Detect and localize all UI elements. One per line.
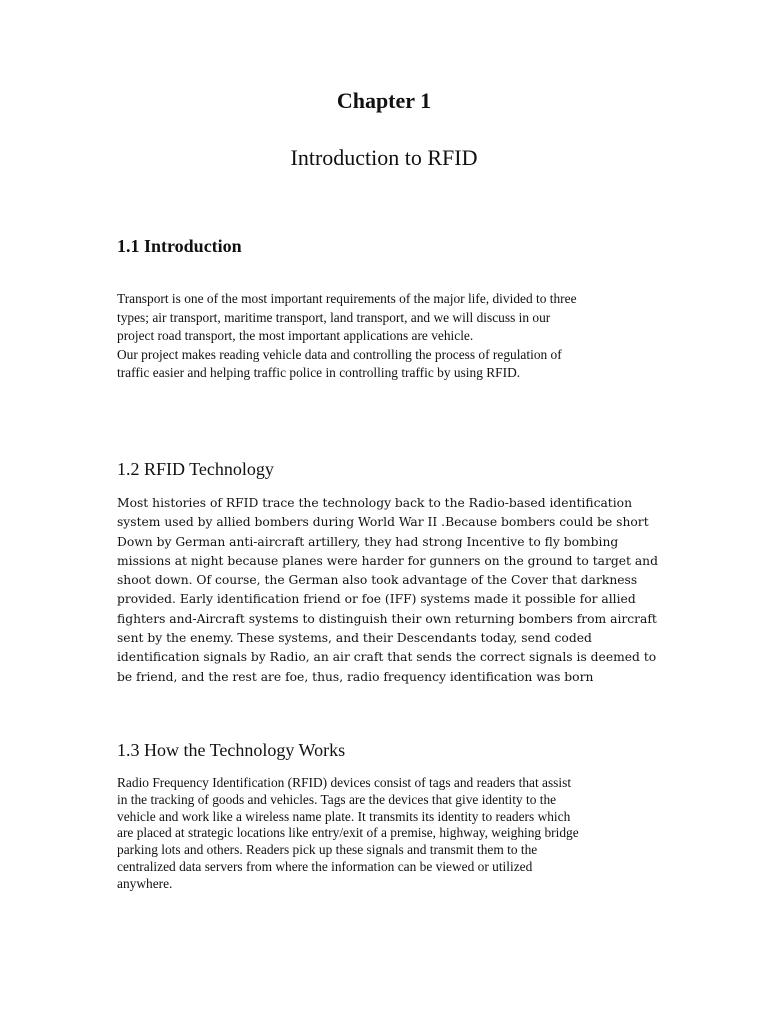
paragraph-line: missions at night because planes were harder for gunners on the ground to target and <box>117 553 658 568</box>
paragraph-line: Our project makes reading vehicle data and controlling the process of regulation of <box>117 346 562 362</box>
paragraph-line: system used by allied bombers during World War II .Because bombers could be short <box>117 515 649 530</box>
paragraph-rfid-technology <box>117 494 657 687</box>
paragraph-line: be friend, and the rest are foe, thus, radio frequency identification was born <box>117 669 594 684</box>
section-heading-how-technology-works: 1.3 How the Technology Works <box>117 740 346 760</box>
paragraph-line: project road transport, the most important applications are vehicle. <box>117 328 474 343</box>
paragraph-line: sent by the enemy. These systems, and their Descendants today, send coded <box>117 631 592 646</box>
paragraph-introduction <box>117 290 657 383</box>
paragraph-line: identification signals by Radio, an air craft that sends the correct signals is deemed to <box>117 650 657 665</box>
paragraph-line: in the tracking of goods and vehicles. Tags are the devices that give identity to the <box>117 791 557 807</box>
paragraph-line: shoot down. Of course, the German also took advantage of the Cover that darkness <box>117 573 638 588</box>
paragraph-line: Down by German anti-aircraft artillery, they had strong Incentive to fly bombing <box>117 534 619 549</box>
paragraph-line: parking lots and others. Readers pick up these signals and transmit them to the <box>117 842 538 858</box>
paragraph-line: Most histories of RFID trace the technology back to the Radio-based identification <box>117 496 632 510</box>
chapter-subtitle: Introduction to RFID <box>290 145 478 170</box>
paragraph-line: centralized data servers from where the information can be viewed or utilized <box>117 858 533 874</box>
paragraph-line: Transport is one of the most important requirements of the major life, divided to three <box>117 291 577 306</box>
chapter-title: Chapter 1 <box>336 88 432 113</box>
paragraph-line: vehicle and work like a wireless name plate. It transmits its identity to readers which <box>117 808 571 824</box>
paragraph-how-technology-works <box>117 775 657 893</box>
paragraph-line: fighters and-Aircraft systems to distinguish their own returning bombers from aircraft <box>117 611 657 626</box>
paragraph-line: Radio Frequency Identification (RFID) devices consist of tags and readers that assist <box>117 775 572 790</box>
paragraph-line: are placed at strategic locations like entry/exit of a premise, highway, weighing bridge <box>117 825 579 841</box>
paragraph-line: types; air transport, maritime transport, land transport, and we will discuss in our <box>117 309 551 325</box>
section-heading-rfid-technology: 1.2 RFID Technology <box>117 459 274 479</box>
section-heading-introduction: 1.1 Introduction <box>117 236 242 256</box>
paragraph-line: provided. Early identification friend or foe (IFF) systems made it possible for allied <box>117 592 636 607</box>
paragraph-line: anywhere. <box>117 875 173 891</box>
paragraph-line: traffic easier and helping traffic police in controlling traffic by using RFID. <box>117 365 521 380</box>
